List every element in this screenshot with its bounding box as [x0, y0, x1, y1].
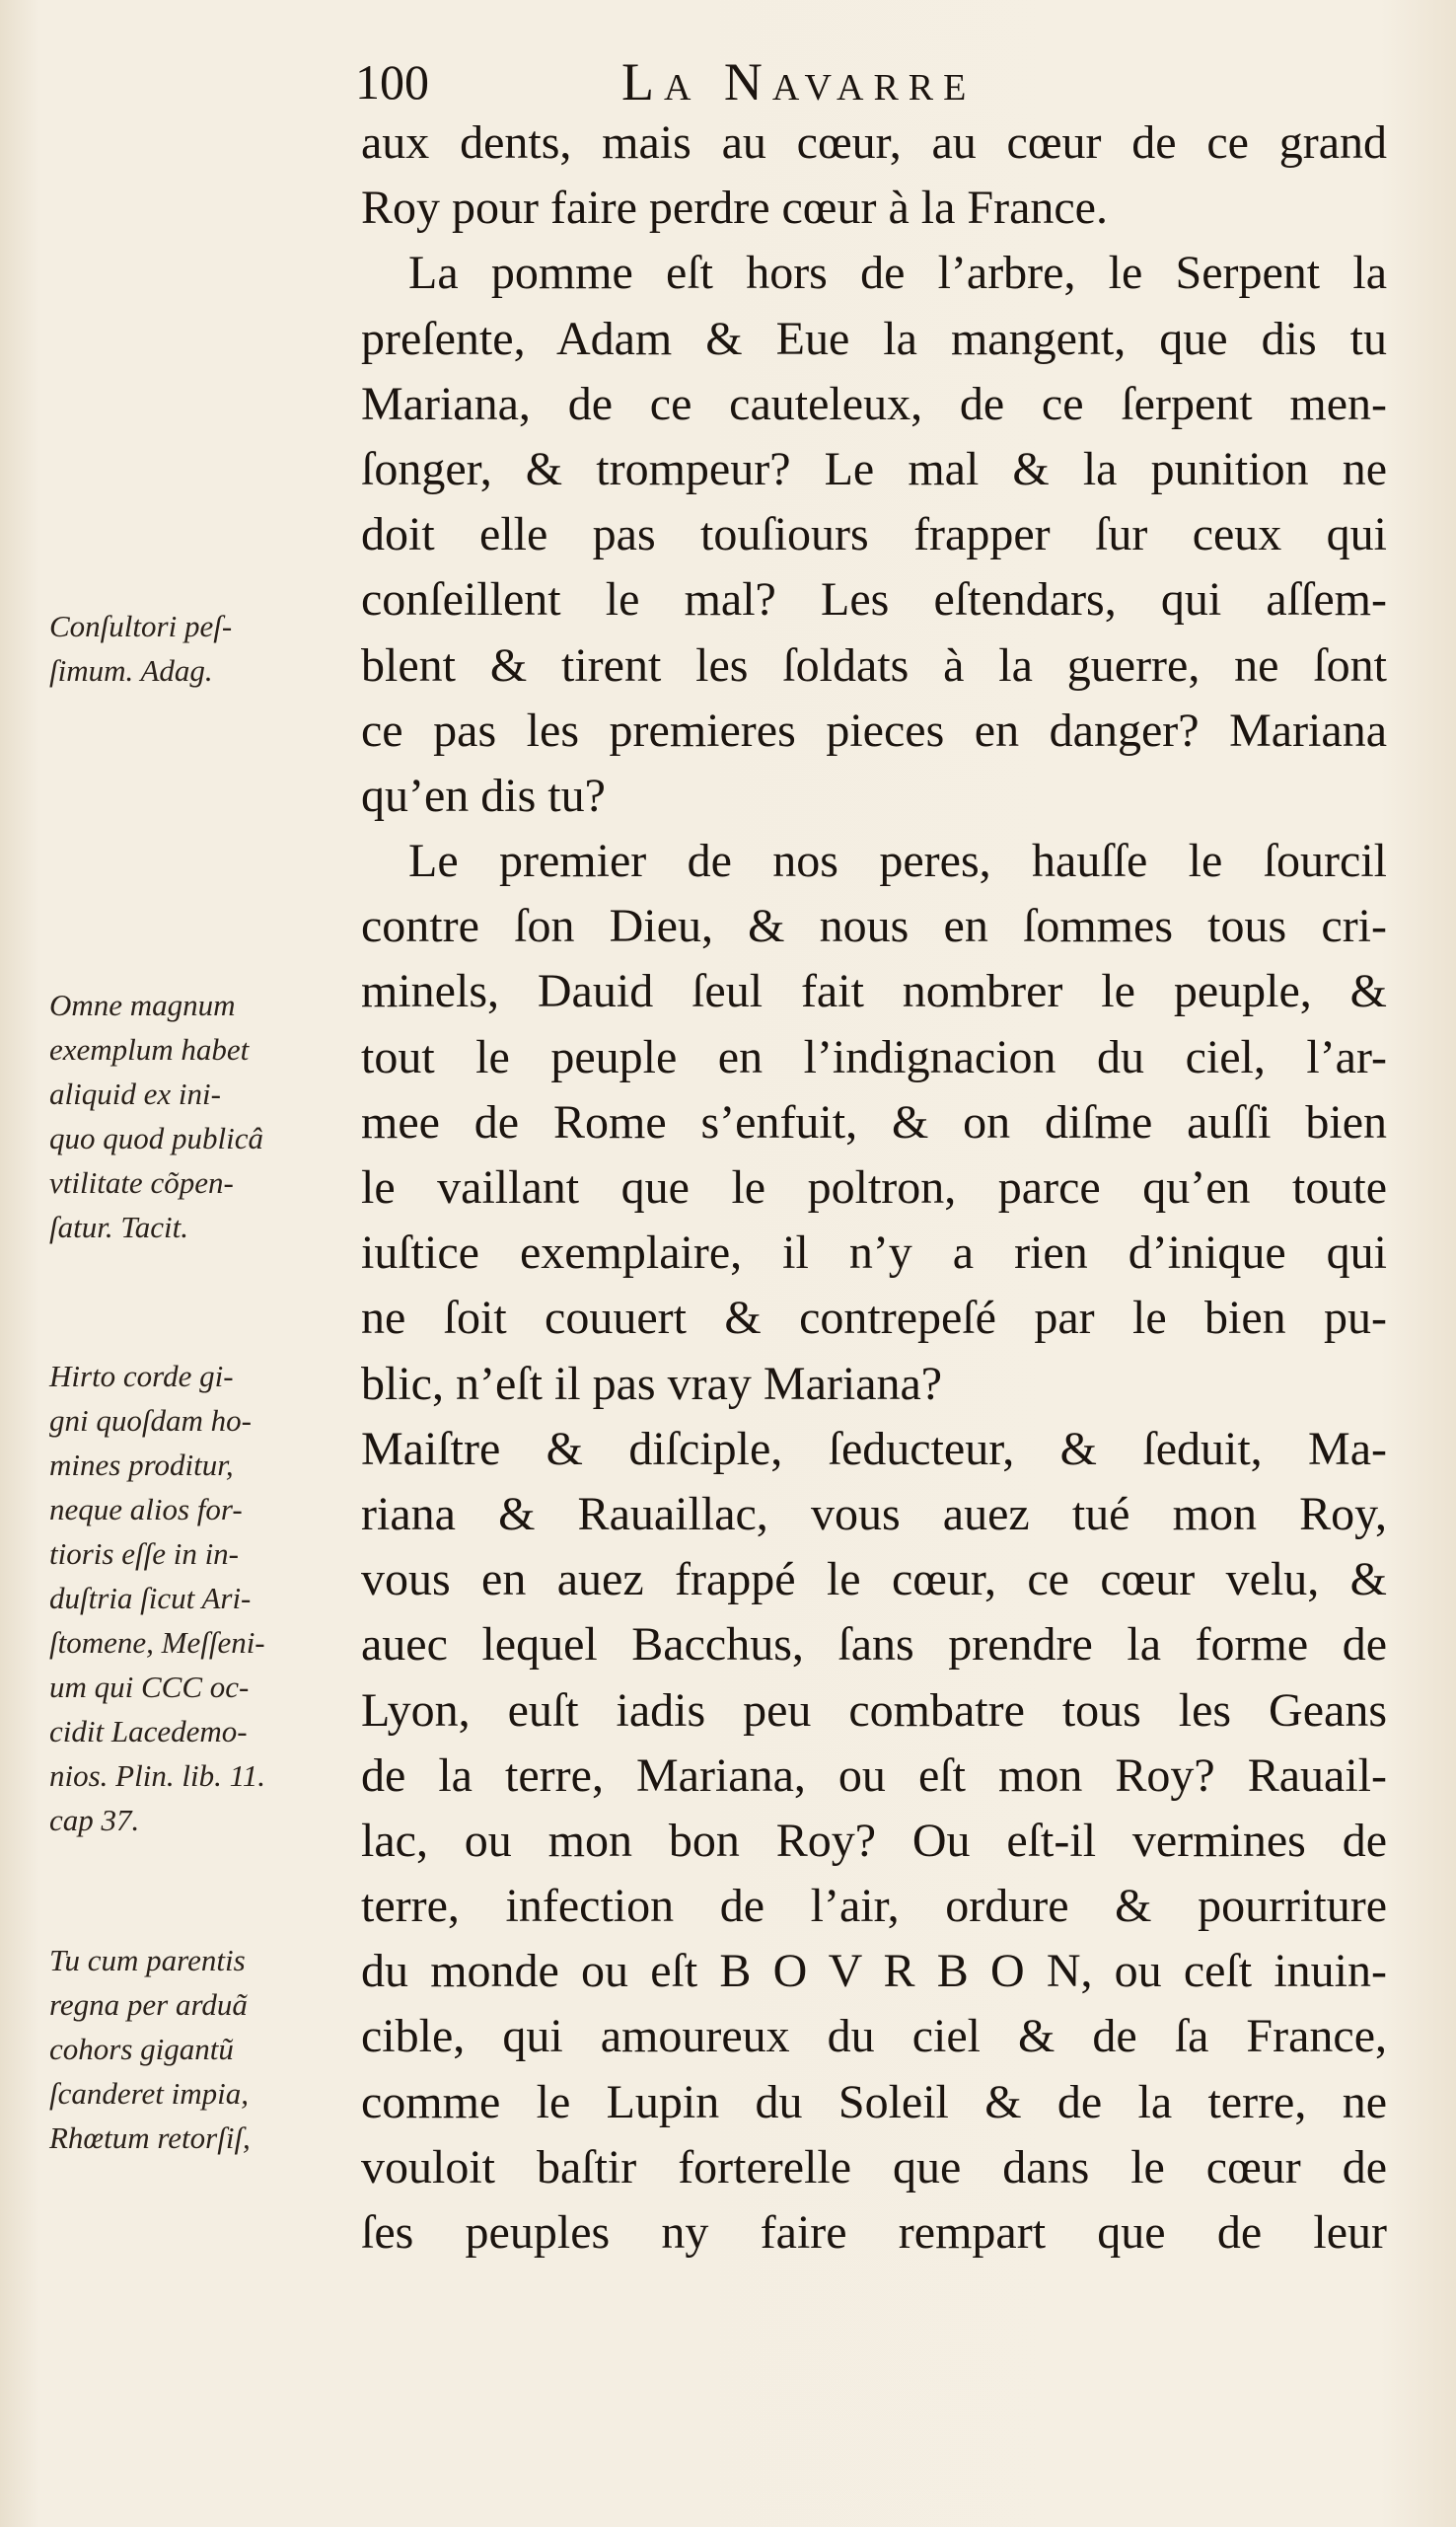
text-line: ſonger, & trompeur? Le mal & la punition ne — [361, 442, 1387, 495]
text-line: contre ſon Dieu, & nous en ſommes tous cri- — [361, 900, 1387, 953]
text-line: comme le Lupin du Soleil & de la terre, ne — [361, 2075, 1387, 2128]
page-number: 100 — [355, 54, 429, 110]
text-line: terre, infection de l’air, ordure & pourriture — [361, 1880, 1387, 1933]
margin-note-line: Hirto corde gi- — [49, 1359, 234, 1393]
margin-note-line: exemplum habet — [49, 1032, 250, 1067]
margin-note-line: mines proditur, — [49, 1448, 234, 1482]
text-line: du monde ou eſt B O V R B O N, ou ceſt inuin- — [361, 1945, 1387, 1998]
text-line: Maiſtre & diſciple, ſeducteur, & ſeduit, Ma- — [361, 1422, 1387, 1475]
margin-note-line: tioris eſſe in in- — [49, 1536, 240, 1571]
text-line: auec lequel Bacchus, ſans prendre la forme de — [361, 1618, 1387, 1672]
text-line: vouloit baſtir forterelle que dans le cœur de — [361, 2140, 1387, 2193]
text-line: le vaillant que le poltron, parce qu’en toute — [361, 1161, 1387, 1214]
margin-note-line: Rhœtum retorſiſ, — [49, 2120, 251, 2155]
margin-note-line: Tu cum parentis — [49, 1943, 246, 1977]
text-line: ce pas les premieres pieces en danger? Mariana — [361, 704, 1387, 757]
text-line: ne ſoit couuert & contrepeſé par le bien pu- — [361, 1292, 1387, 1345]
margin-note-line: aliquid ex ini- — [49, 1077, 221, 1111]
margin-note-line: Conſultori peſ- — [49, 609, 233, 643]
text-line: ſes peuples ny faire rempart que de leur — [361, 2206, 1387, 2259]
text-line: blent & tirent les ſoldats à la guerre, ne ſont — [361, 638, 1387, 692]
text-line: Mariana, de ce cauteleux, de ce ſerpent men- — [361, 377, 1387, 430]
text-line: riana & Rauaillac, vous auez tué mon Roy, — [361, 1487, 1387, 1540]
text-line: La pomme eſt hors de l’arbre, le Serpent la — [408, 247, 1387, 300]
margin-note-line: cap 37. — [49, 1803, 140, 1837]
margin-note-line: regna per arduã — [49, 1987, 248, 2022]
margin-note-line: duſtria ſicut Ari- — [49, 1581, 252, 1615]
text-line: mee de Rome s’enfuit, & on diſme auſſi bien — [361, 1095, 1387, 1149]
text-line: Le premier de nos peres, hauſſe le ſourcil — [408, 835, 1387, 888]
text-line: qu’en dis tu? — [361, 769, 606, 822]
margin-note — [49, 1354, 345, 1842]
text-line: Roy pour faire perdre cœur à la France. — [361, 182, 1108, 235]
margin-note — [49, 1938, 345, 2160]
margin-note-line: cidit Lacedemo- — [49, 1714, 248, 1748]
main-text — [361, 111, 1387, 2266]
page-header — [355, 47, 1391, 116]
margin-note-line: neque alios for- — [49, 1492, 243, 1526]
text-line: minels, Dauid ſeul fait nombrer le peuple, & — [361, 965, 1387, 1018]
text-line: doit elle pas touſiours frapper ſur ceux qui — [361, 508, 1387, 561]
text-line: aux dents, mais au cœur, au cœur de ce grand — [361, 116, 1387, 169]
text-line: de la terre, Mariana, ou eſt mon Roy? Rauail- — [361, 1748, 1387, 1802]
text-line: Lyon, euſt iadis peu combatre tous les Geans — [361, 1683, 1387, 1737]
text-line: blic, n’eſt il pas vray Mariana? — [361, 1357, 943, 1410]
margin-note-line: cohors gigantũ — [49, 2032, 234, 2066]
margin-note-line: gni quoſdam ho- — [49, 1403, 252, 1438]
margin-note-line: ſtomene, Meſſeni- — [49, 1625, 265, 1660]
margin-note-line: ſatur. Tacit. — [49, 1210, 188, 1244]
margin-note-line: um qui CCC oc- — [49, 1670, 250, 1704]
margin-note — [49, 604, 345, 693]
margin-note-line: ſcanderet impia, — [49, 2076, 250, 2111]
text-line: tout le peuple en l’indignacion du ciel, l’ar- — [361, 1030, 1387, 1083]
margin-note — [49, 983, 345, 1249]
margin-note-line: nios. Plin. lib. 11. — [49, 1758, 266, 1793]
text-line: preſente, Adam & Eue la mangent, que dis tu — [361, 312, 1387, 365]
text-line: cible, qui amoureux du ciel & de ſa France, — [361, 2010, 1387, 2063]
text-line: iuſtice exemplaire, il n’y a rien d’inique qui — [361, 1226, 1387, 1280]
margin-note-line: vtilitate cõpen- — [49, 1165, 234, 1200]
text-line: vous en auez frappé le cœur, ce cœur velu, & — [361, 1553, 1387, 1606]
margin-note-line: quo quod publicâ — [49, 1121, 263, 1155]
text-line: lac, ou mon bon Roy? Ou eſt-il vermines de — [361, 1814, 1387, 1867]
margin-note-line: Omne magnum — [49, 988, 236, 1022]
text-line: conſeillent le mal? Les eſtendars, qui aſſem- — [361, 573, 1387, 627]
margin-note-line: ſimum. Adag. — [49, 653, 213, 688]
running-title: La Navarre — [621, 52, 977, 111]
